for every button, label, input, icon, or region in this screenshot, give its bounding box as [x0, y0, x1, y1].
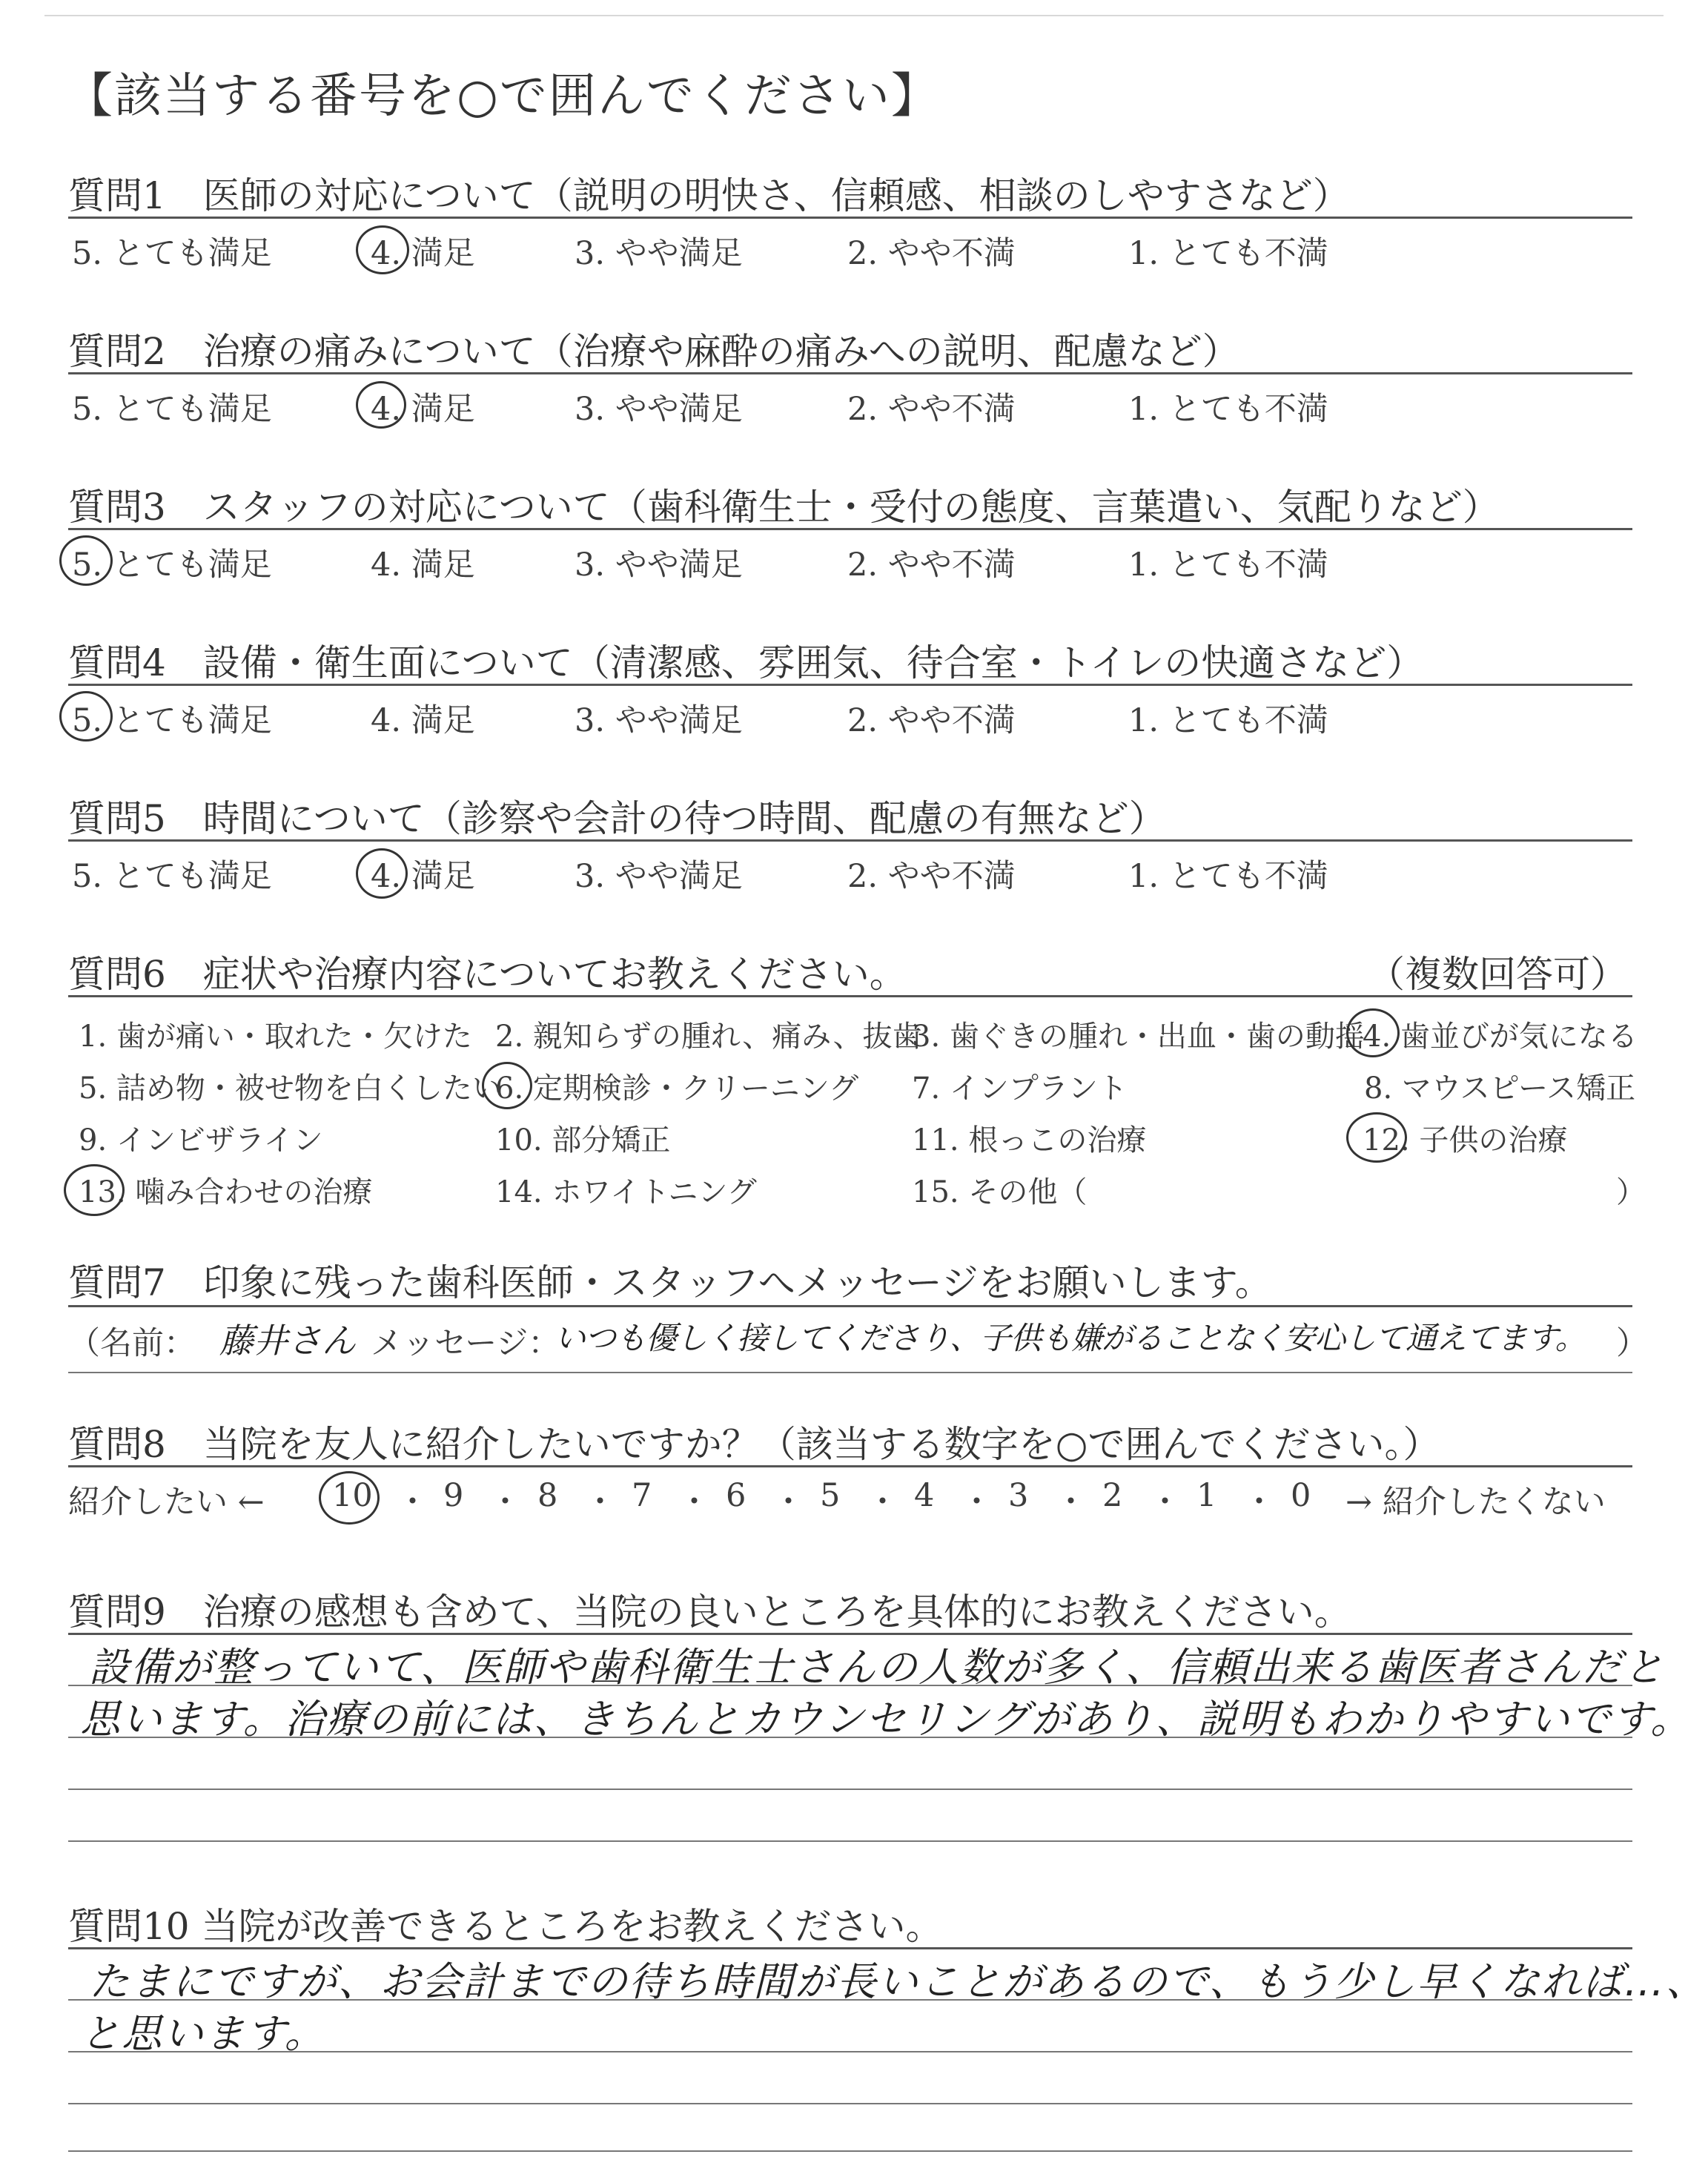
- q5-selection-circle: [356, 848, 408, 899]
- q8-dot: ・: [678, 1484, 710, 1521]
- q8-dot: ・: [867, 1484, 898, 1521]
- q5-rule: [68, 839, 1632, 842]
- q8-scale-8[interactable]: 8: [537, 1477, 558, 1514]
- q2-option-5[interactable]: 5. とても満足: [72, 391, 272, 428]
- page-title: 【該当する番号を○で囲んでください】: [65, 69, 940, 124]
- q2-rule: [68, 372, 1632, 374]
- q2-selection-circle: [356, 381, 406, 429]
- q8-scale-10[interactable]: 10: [332, 1477, 373, 1514]
- q1-heading: 質問1 医師の対応について（説明の明快さ、信頼感、相談のしやすさなど）: [68, 174, 1350, 217]
- q1-selection-circle: [356, 225, 409, 274]
- q9-line-rule-3: [68, 1789, 1632, 1790]
- q10-line-rule-3: [68, 2103, 1632, 2104]
- q3-heading: 質問3 スタッフの対応について（歯科衛生士・受付の態度、言葉遣い、気配りなど）: [68, 486, 1500, 529]
- q6-option-13[interactable]: 13. 噛み合わせの治療: [79, 1175, 373, 1209]
- q8-scale-9[interactable]: 9: [443, 1477, 464, 1514]
- q8-scale-7[interactable]: 7: [632, 1477, 652, 1514]
- q3-option-3[interactable]: 3. やや満足: [575, 546, 743, 584]
- q3-rule: [68, 528, 1632, 530]
- q5-option-5[interactable]: 5. とても満足: [72, 858, 272, 895]
- q6-option-11[interactable]: 11. 根っこの治療: [912, 1123, 1147, 1157]
- q4-option-3[interactable]: 3. やや満足: [575, 702, 743, 739]
- q4-option-2[interactable]: 2. やや不満: [847, 702, 1016, 739]
- q5-option-2[interactable]: 2. やや不満: [847, 858, 1016, 895]
- q8-scale-5[interactable]: 5: [820, 1477, 841, 1514]
- q10-heading: 質問10 当院が改善できるところをお教えください。: [68, 1905, 943, 1948]
- q8-scale-3[interactable]: 3: [1008, 1477, 1029, 1514]
- q9-line-rule-4: [68, 1840, 1632, 1842]
- q6-heading: 質問6 症状や治療内容についてお教えください。: [68, 953, 907, 996]
- q2-option-2[interactable]: 2. やや不満: [847, 391, 1016, 428]
- q6-selection-circle-13: [64, 1164, 125, 1216]
- q8-dot: ・: [489, 1484, 521, 1521]
- q6-option-14[interactable]: 14. ホワイトニング: [495, 1175, 757, 1209]
- q8-selection-circle: [319, 1471, 380, 1525]
- q3-option-4[interactable]: 4. 満足: [371, 546, 475, 584]
- q6-option-8[interactable]: 8. マウスピース矯正: [1364, 1071, 1636, 1106]
- q8-dot: ・: [584, 1484, 616, 1521]
- q6-option-15[interactable]: 15. その他（: [912, 1175, 1088, 1209]
- q8-dot: ・: [1243, 1484, 1275, 1521]
- q9-rule: [68, 1633, 1632, 1635]
- q10-answer-line-2[interactable]: と思います。: [80, 2010, 326, 2057]
- q8-scale-4[interactable]: 4: [914, 1477, 935, 1514]
- q4-selection-circle: [59, 691, 113, 742]
- q2-option-3[interactable]: 3. やや満足: [575, 391, 743, 428]
- q9-answer-line-2[interactable]: 思います。治療の前には、きちんとカウンセリングがあり、説明もわかりやすいです。: [80, 1696, 1692, 1743]
- q4-option-4[interactable]: 4. 満足: [371, 702, 475, 739]
- q8-scale-0[interactable]: 0: [1291, 1477, 1311, 1514]
- q5-heading: 質問5 時間について（診察や会計の待つ時間、配慮の有無など）: [68, 797, 1166, 840]
- q1-rule: [68, 217, 1632, 219]
- q1-option-1[interactable]: 1. とても不満: [1128, 235, 1328, 272]
- q1-option-2[interactable]: 2. やや不満: [847, 235, 1016, 272]
- q4-option-1[interactable]: 1. とても不満: [1128, 702, 1328, 739]
- q6-option-12[interactable]: 12. 子供の治療: [1363, 1123, 1568, 1157]
- q8-scale-6[interactable]: 6: [726, 1477, 747, 1514]
- q1-option-4[interactable]: 4. 満足: [371, 235, 475, 272]
- q6-option-6[interactable]: 6. 定期検診・クリーニング: [495, 1071, 859, 1106]
- q2-heading: 質問2 治療の痛みについて（治療や麻酔の痛みへの説明、配慮など）: [68, 330, 1239, 373]
- q8-scale-1[interactable]: 1: [1196, 1477, 1217, 1514]
- q9-answer-line-1[interactable]: 設備が整っていて、医師や歯科衛生士さんの人数が多く、信頼出来る歯医者さんだと: [89, 1644, 1665, 1691]
- q10-line-rule-4: [68, 2150, 1632, 2152]
- q3-selection-circle: [59, 535, 113, 586]
- q7-rule: [68, 1305, 1632, 1307]
- q6-option-7[interactable]: 7. インプラント: [912, 1071, 1128, 1106]
- q9-line-rule-1: [68, 1685, 1632, 1686]
- q8-rule: [68, 1465, 1632, 1467]
- q3-option-1[interactable]: 1. とても不満: [1128, 546, 1328, 584]
- q1-option-3[interactable]: 3. やや満足: [575, 235, 743, 272]
- q7-name-value[interactable]: 藤井さん: [219, 1321, 356, 1361]
- q6-rule: [68, 995, 1632, 997]
- q8-heading: 質問8 当院を友人に紹介したいですか？（該当する数字を○で囲んでください。）: [68, 1423, 1440, 1466]
- q5-option-4[interactable]: 4. 満足: [371, 858, 475, 895]
- q1-option-5[interactable]: 5. とても満足: [72, 235, 272, 272]
- q10-rule: [68, 1947, 1632, 1949]
- q5-option-3[interactable]: 3. やや満足: [575, 858, 743, 895]
- q7-close-paren: ）: [1616, 1325, 1648, 1362]
- q8-right-label: → 紹介したくない: [1345, 1484, 1606, 1521]
- q8-left-label: 紹介したい ←: [68, 1484, 265, 1521]
- q4-heading: 質問4 設備・衛生面について（清潔感、雰囲気、待合室・トイレの快適さなど）: [68, 641, 1424, 684]
- q6-other-close: ）: [1616, 1175, 1646, 1209]
- q7-answer-rule: [68, 1372, 1632, 1373]
- q6-option-2[interactable]: 2. 親知らずの腫れ、痛み、抜歯: [495, 1020, 922, 1054]
- q8-dot: ・: [961, 1484, 993, 1521]
- q8-dot: ・: [1055, 1484, 1087, 1521]
- q7-message-label: メッセージ：: [371, 1325, 560, 1362]
- q3-option-5[interactable]: 5. とても満足: [72, 546, 272, 584]
- q4-rule: [68, 684, 1632, 686]
- q6-selection-circle-4: [1346, 1008, 1400, 1057]
- q6-option-5[interactable]: 5. 詰め物・被せ物を白くしたい: [79, 1071, 502, 1106]
- q3-option-2[interactable]: 2. やや不満: [847, 546, 1016, 584]
- q8-dot: ・: [1149, 1484, 1181, 1521]
- q6-option-10[interactable]: 10. 部分矯正: [495, 1123, 671, 1157]
- q4-option-5[interactable]: 5. とても満足: [72, 702, 272, 739]
- q5-option-1[interactable]: 1. とても不満: [1128, 858, 1328, 895]
- q2-option-4[interactable]: 4. 満足: [371, 391, 475, 428]
- q9-heading: 質問9 治療の感想も含めて、当院の良いところを具体的にお教えください。: [68, 1591, 1351, 1634]
- q6-option-9[interactable]: 9. インビザライン: [79, 1123, 323, 1157]
- q8-dot: ・: [397, 1484, 428, 1521]
- q7-message-value[interactable]: いつも優しく接してくださり、子供も嫌がることなく安心して通えてます。: [555, 1320, 1586, 1356]
- q8-dot: ・: [772, 1484, 804, 1521]
- top-rule: [44, 15, 1664, 16]
- q9-line-rule-2: [68, 1737, 1632, 1738]
- q6-selection-circle-12: [1346, 1112, 1407, 1163]
- q6-option-4[interactable]: 4. 歯並びが気になる: [1363, 1020, 1638, 1054]
- q10-line-rule-1: [68, 1999, 1632, 2001]
- q6-selection-circle-6: [482, 1062, 532, 1109]
- q6-option-3[interactable]: 3. 歯ぐきの腫れ・出血・歯の動揺: [912, 1020, 1365, 1054]
- q10-answer-line-1[interactable]: たまにですが、お会計までの待ち時間が長いことがあるので、もう少し早くなれば…、: [89, 1958, 1707, 2005]
- q2-option-1[interactable]: 1. とても不満: [1128, 391, 1328, 428]
- q6-multiple-note: （複数回答可）: [1368, 953, 1627, 996]
- q7-heading: 質問7 印象に残った歯科医師・スタッフへメッセージをお願いします。: [68, 1261, 1272, 1304]
- q10-line-rule-2: [68, 2051, 1632, 2052]
- q6-option-1[interactable]: 1. 歯が痛い・取れた・欠けた: [79, 1020, 472, 1054]
- q7-name-label: （名前：: [68, 1325, 196, 1362]
- q8-scale-2[interactable]: 2: [1102, 1477, 1123, 1514]
